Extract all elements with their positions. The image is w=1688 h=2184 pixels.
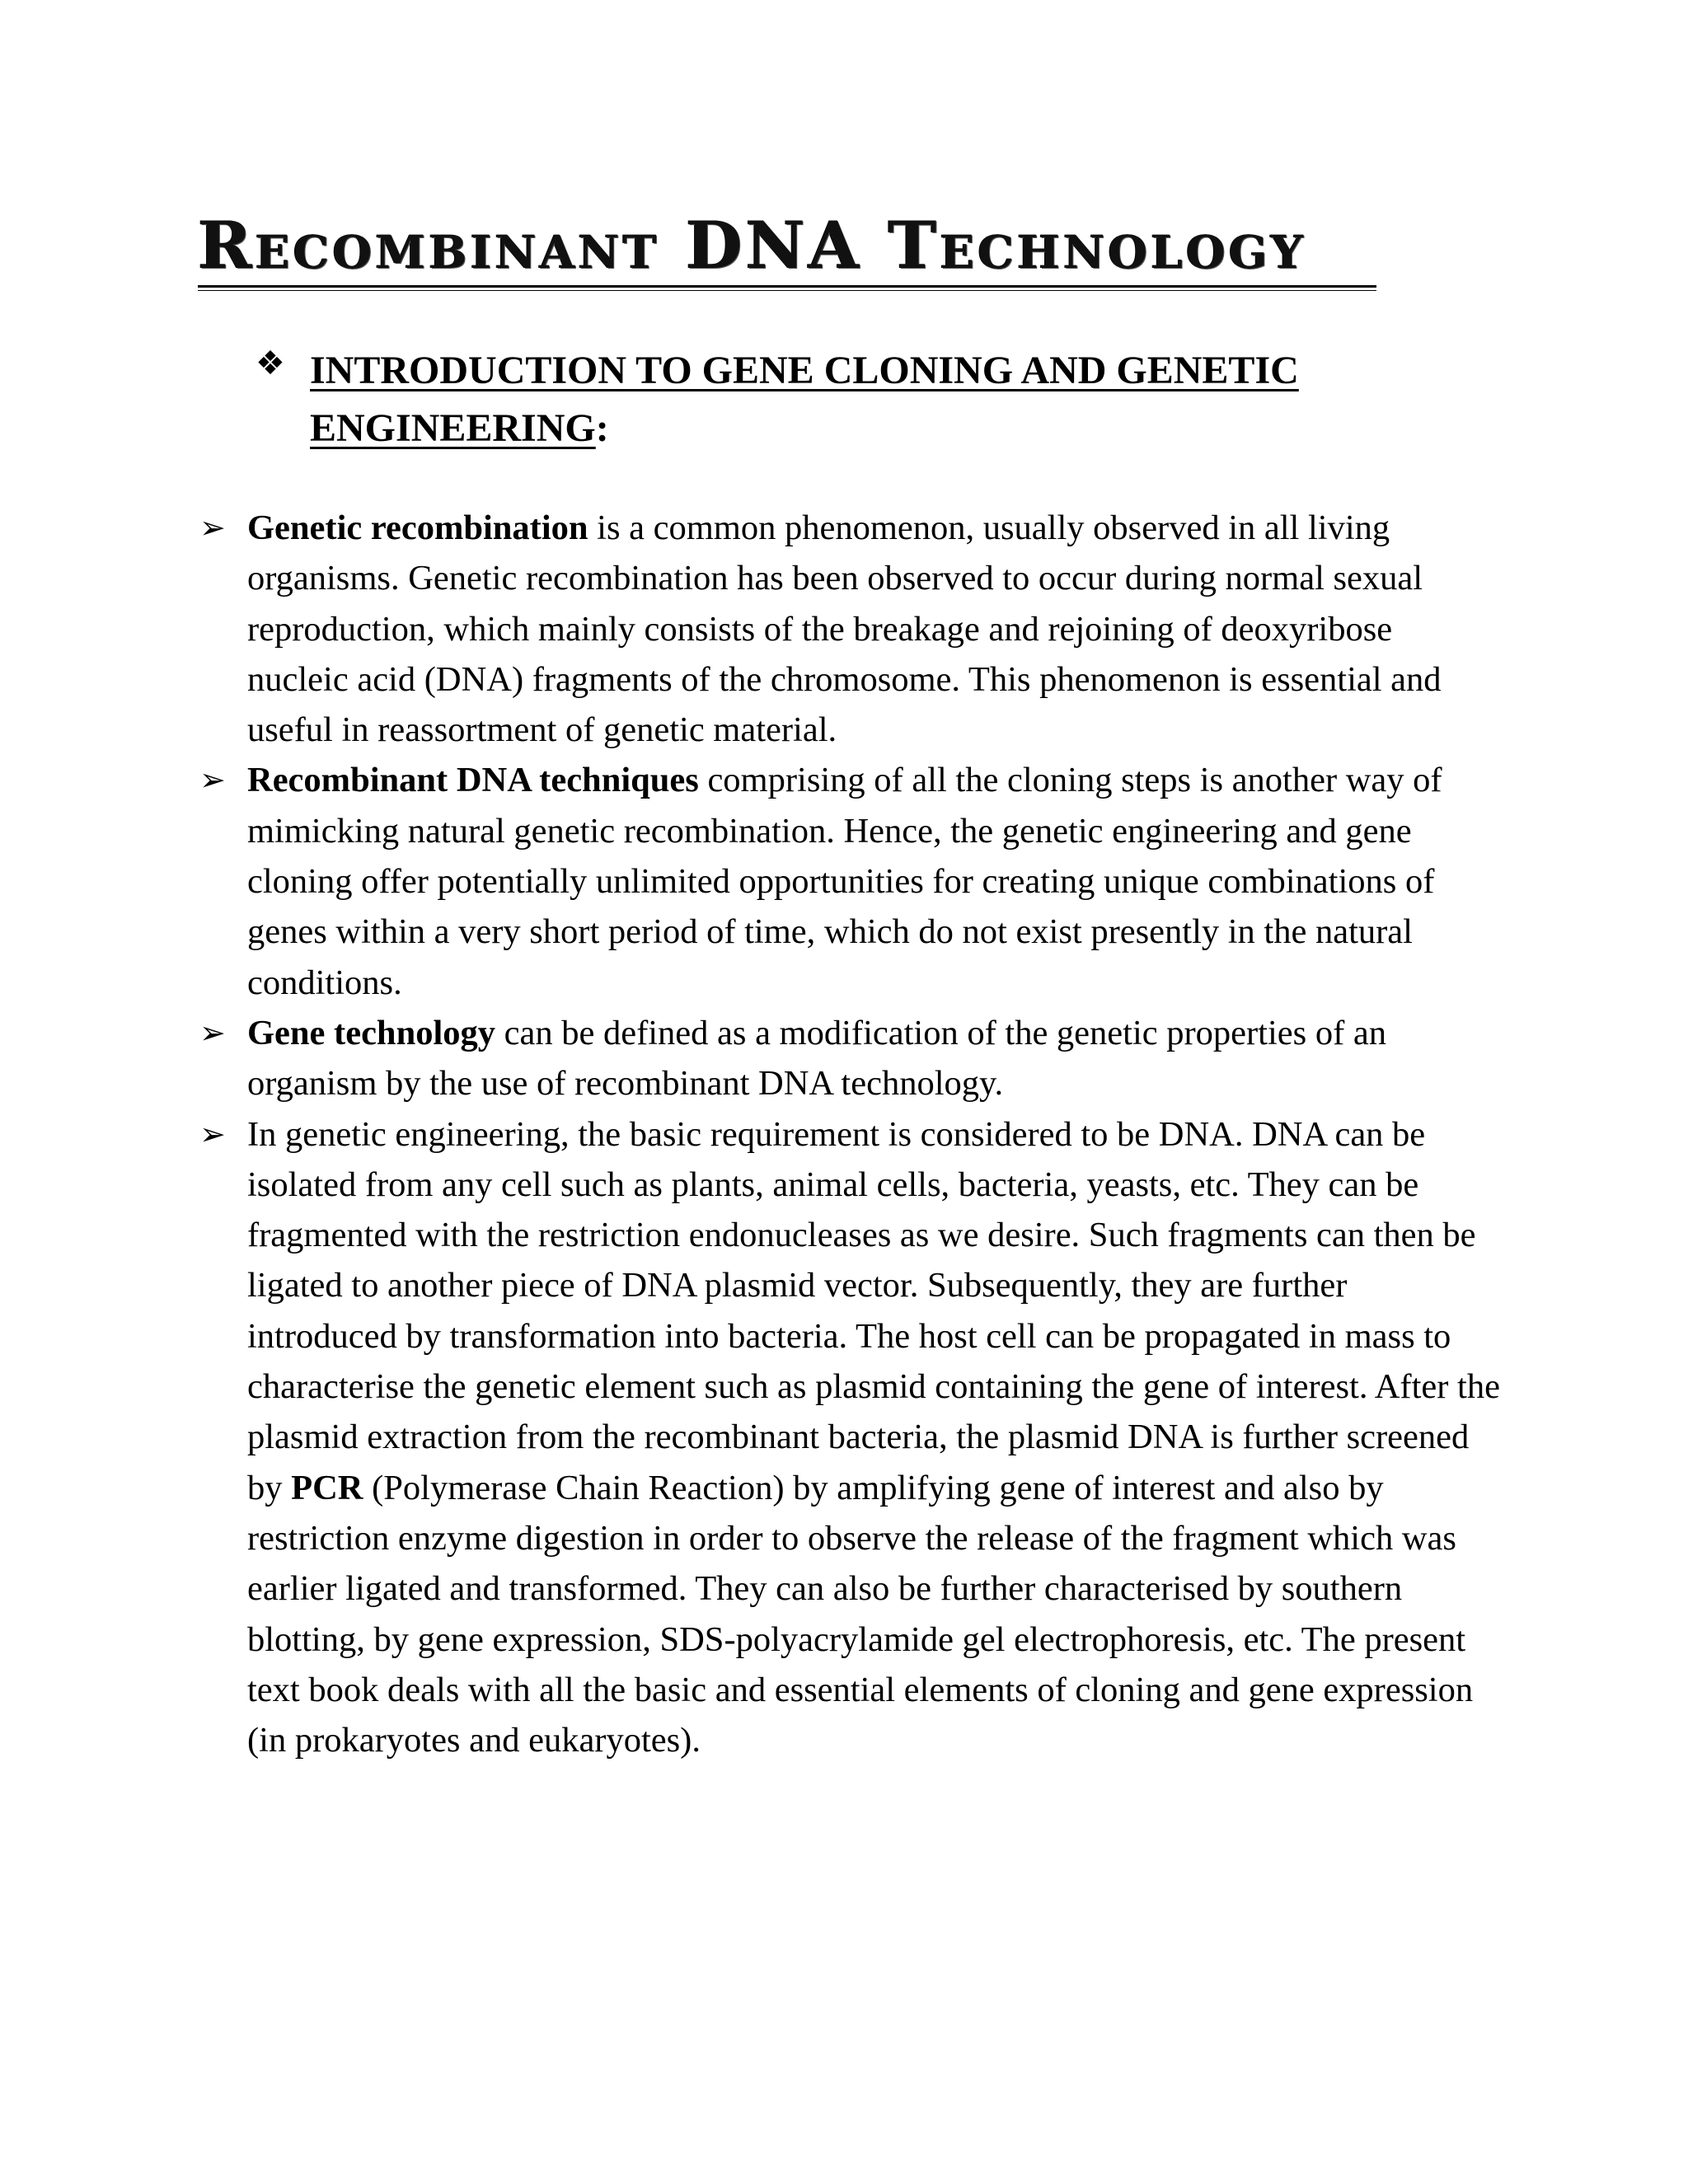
item-term: Genetic recombination bbox=[247, 509, 588, 547]
bullet-list bbox=[198, 503, 1500, 1765]
list-item bbox=[198, 503, 1500, 755]
section-heading-suffix: : bbox=[595, 406, 609, 450]
arrow-bullet-icon: ➢ bbox=[199, 1014, 226, 1051]
item-text: In genetic engineering, the basic requirement is considered to be DNA. DNA can be isolated from any cell such as plants, animal cells, bacteria, yeasts, etc. They can be fragmented with the restriction endonucleases as we desire. Such fragments can then be ligated to another piece of DNA plasmid vector. Subsequently, they are further introduced by transformation into bacteria. The host cell can be propagated in mass to characterise the genetic element such as plasmid containing the gene of interest. After the plasmid extraction from the recombinant bacteria, the plasmid DNA is further screened by bbox=[247, 1114, 1500, 1507]
list-item bbox=[198, 755, 1500, 1007]
item-term: PCR bbox=[291, 1468, 363, 1507]
title-underline-secondary bbox=[198, 290, 1376, 291]
title-underline bbox=[198, 285, 1376, 288]
section-heading-text: INTRODUCTION TO GENE CLONING AND GENETIC ENGINEERING bbox=[310, 349, 1299, 450]
item-text: is a common phenomenon, usually observed in all living organisms. Genetic recombination has been observed to occur during normal sexual reproduction, which mainly consists of the breakage and rejoining of deoxyribose nucleic acid (DNA) fragments of the chromosome. This phenomenon is essential and useful in reassortment of genetic material. bbox=[247, 509, 1442, 750]
item-term: Recombinant DNA techniques bbox=[247, 761, 699, 800]
section-heading bbox=[310, 342, 1480, 457]
item-term: Gene technology bbox=[247, 1013, 496, 1052]
arrow-bullet-icon: ➢ bbox=[199, 509, 226, 546]
item-text: can be defined as a modification of the genetic properties of an organism by the use of recombinant DNA technology. bbox=[247, 1013, 1386, 1104]
list-item bbox=[198, 1008, 1500, 1109]
diamond-bullet-icon: ❖ bbox=[256, 344, 285, 382]
list-item bbox=[198, 1109, 1500, 1766]
document-title: Recombinant DNA Technology bbox=[198, 207, 1306, 284]
arrow-bullet-icon: ➢ bbox=[199, 1115, 226, 1152]
item-text: (Polymerase Chain Reaction) by amplifying gene of interest and also by restriction enzyme digestion in order to observe the release of the fragment which was earlier ligated and transformed. They can also be further characterised by southern blotting, by gene expression, SDS-polyacrylamide gel electrophoresis, etc. The present text book deals with all the basic and essential elements of cloning and gene expression (in prokaryotes and eukaryotes). bbox=[247, 1468, 1474, 1760]
item-text: comprising of all the cloning steps is another way of mimicking natural genetic recombination. Hence, the genetic engineering and gene cloning offer potentially unlimited opportunities for creating unique combinations of genes within a very short period of time, which do not exist presently in the natural conditions. bbox=[247, 761, 1442, 1002]
arrow-bullet-icon: ➢ bbox=[199, 762, 226, 799]
